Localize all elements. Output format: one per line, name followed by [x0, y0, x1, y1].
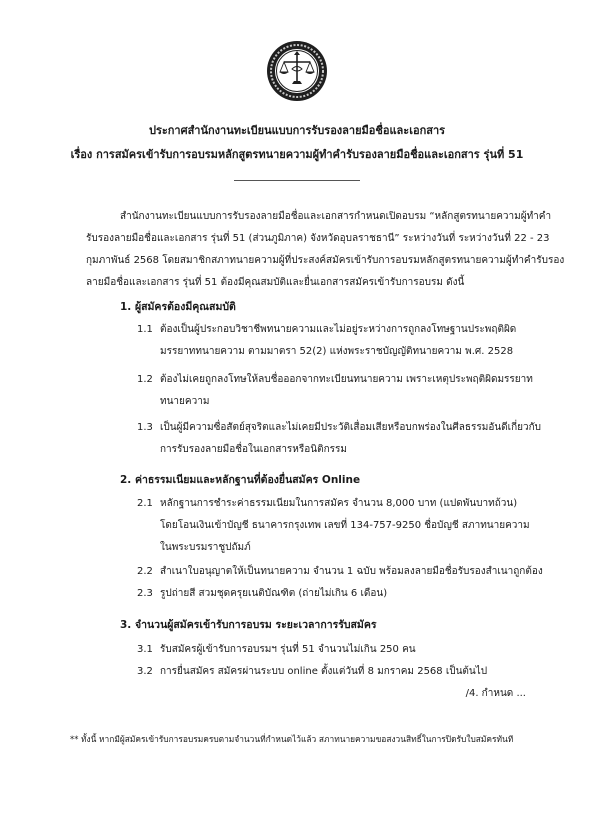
- item-line: การรับรองลายมือชื่อในเอกสารหรือนิติกรรม: [160, 444, 347, 455]
- item-line: ในพระบรมราชูปถัมภ์: [160, 542, 251, 553]
- footnote: ** ทั้งนี้ หากมีผู้สมัครเข้ารับการอบรมครบตามจำนวนที่กำหนดไว้แล้ว สภาทนายความขอสงวนสิทธิ์ในการปิดรับใบสมัครทันที: [70, 734, 514, 744]
- title-divider: [234, 180, 360, 181]
- item-line: ต้องไม่เคยถูกลงโทษให้ลบชื่อออกจากทะเบียนทนายความ เพราะเหตุประพฤติผิดมรรยาท: [160, 374, 533, 385]
- intro-line: ลายมือชื่อและเอกสาร รุ่นที่ 51 ต้องมีคุณสมบัติและยื่นเอกสารสมัครเข้ารับการอบรม ดังนี้: [86, 277, 465, 288]
- section-heading: 3. จำนวนผู้สมัครเข้ารับการอบรม ระยะเวลาการรับสมัคร: [120, 619, 377, 631]
- announcement-title: ประกาศสำนักงานทะเบียนแบบการรับรองลายมือชื่อและเอกสาร: [148, 124, 446, 137]
- intro-line: กุมภาพันธ์ 2568 โดยสมาชิกสภาทนายความผู้ที่ประสงค์สมัครเข้ารับการอบรมหลักสูตรทนายความผู้ทำคำรับรอง: [86, 255, 565, 266]
- item-number: 2.3: [137, 588, 153, 599]
- intro-line: สำนักงานทะเบียนแบบการรับรองลายมือชื่อและเอกสารกำหนดเปิดอบรม “หลักสูตรทนายความผู้ทำคำ: [120, 211, 552, 222]
- item-number: 1.3: [137, 422, 153, 433]
- intro-line: รับรองลายมือชื่อและเอกสาร รุ่นที่ 51 (ส่วนภูมิภาค) จังหวัดอุบลราชธานี” ระหว่างวันที่ ระหว่างวันที่ 22 - 23: [86, 233, 550, 244]
- item-number: 2.2: [137, 566, 153, 577]
- item-number: 1.2: [137, 374, 153, 385]
- lawyers-council-seal: [266, 40, 328, 102]
- item-line: รับสมัครผู้เข้ารับการอบรมฯ รุ่นที่ 51 จำนวนไม่เกิน 250 คน: [160, 644, 416, 655]
- item-number: 3.1: [137, 644, 153, 655]
- item-line: มรรยาททนายความ ตามมาตรา 52(2) แห่งพระราชบัญญัติทนายความ พ.ศ. 2528: [160, 346, 514, 357]
- item-number: 2.1: [137, 498, 153, 509]
- item-line: หลักฐานการชำระค่าธรรมเนียมในการสมัคร จำนวน 8,000 บาท (แปดพันบาทถ้วน): [160, 498, 518, 509]
- item-line: ทนายความ: [160, 396, 210, 407]
- item-line: สำเนาใบอนุญาตให้เป็นทนายความ จำนวน 1 ฉบับ พร้อมลงลายมือชื่อรับรองสำเนาถูกต้อง: [160, 566, 543, 577]
- continuation-marker: /4. กำหนด ...: [465, 688, 526, 699]
- item-line: ต้องเป็นผู้ประกอบวิชาชีพทนายความและไม่อยู่ระหว่างการถูกลงโทษฐานประพฤติผิด: [160, 324, 517, 335]
- item-line: เป็นผู้มีความซื่อสัตย์สุจริตและไม่เคยมีประวัติเสื่อมเสียหรือบกพร่องในศีลธรรมอันดีเกี่ยวกับ: [160, 422, 542, 433]
- item-line: โดยโอนเงินเข้าบัญชี ธนาคารกรุงเทพ เลขที่ 134-757-9250 ชื่อบัญชี สภาทนายความ: [160, 520, 530, 531]
- item-line: การยื่นสมัคร สมัครผ่านระบบ online ตั้งแต่วันที่ 8 มกราคม 2568 เป็นต้นไป: [160, 666, 488, 677]
- announcement-subject: เรื่อง การสมัครเข้ารับการอบรมหลักสูตรทนายความผู้ทำคำรับรองลายมือชื่อและเอกสาร รุ่นที่ 51: [70, 148, 524, 161]
- item-number: 1.1: [137, 324, 153, 335]
- item-line: รูปถ่ายสี สวมชุดครุยเนติบัณฑิต (ถ่ายไม่เกิน 6 เดือน): [160, 588, 388, 599]
- section-heading: 1. ผู้สมัครต้องมีคุณสมบัติ: [120, 301, 236, 313]
- item-number: 3.2: [137, 666, 153, 677]
- section-heading: 2. ค่าธรรมเนียมและหลักฐานที่ต้องยื่นสมัคร Online: [120, 474, 361, 486]
